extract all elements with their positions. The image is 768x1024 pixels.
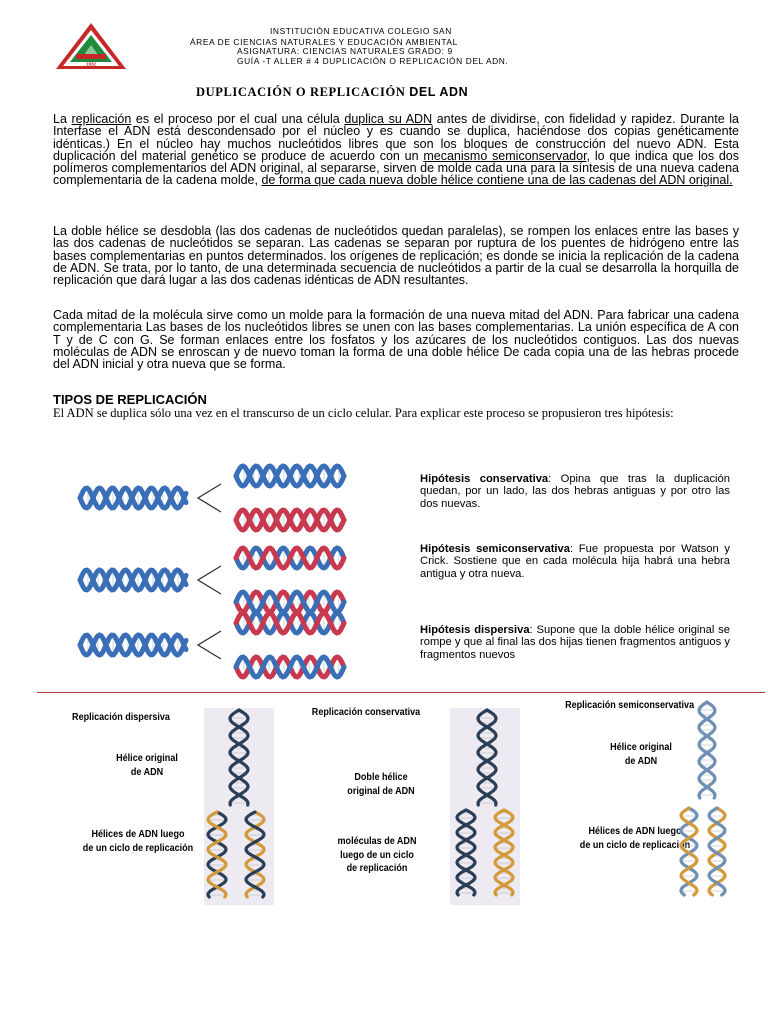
paragraph-3: Cada mitad de la molécula sirve como un molde para la formación de una nueva mitad del ADN. Para fabricar una cadena complementaria Las bases de los nucleótidos libres se unen con las bases complementarias. La unión específica de A con T y de C con G. Se forman enlaces entre los fosfatos y los azúcares de los nucleótidos contiguos. Las dos nuevas moléculas de ADN se enroscan y de nuevo toman la forma de una doble hélice De cada copia una de las hebras procede del ADN inicial y otra nueva que se forma. (53, 308, 739, 372)
split-arrow (198, 566, 221, 594)
daughter-helix (236, 592, 344, 612)
school-logo (54, 21, 128, 71)
p1-underline-duplica: duplica su ADN (344, 112, 433, 126)
logo-year: 1932 (85, 61, 97, 67)
hypothesis-name: Hipótesis dispersiva (420, 624, 530, 636)
hypothesis-dispersive (420, 624, 730, 661)
hypothesis-semiconservative (420, 543, 730, 580)
p1-text-a: La (53, 112, 72, 126)
split-arrow (198, 484, 221, 512)
hypothesis-text: : Fue propuesta por Watson y Crick. Sostiene que en cada molécula hija habrá una hebra antigua y otra nueva. (420, 543, 730, 580)
header-institution: INSTITUCIÓN EDUCATIVA COLEGIO SAN (270, 26, 452, 36)
p1-text-c: es el proceso por el cual una célula (131, 112, 345, 126)
conservative-title: Replicación conservativa (311, 706, 421, 718)
p1-text-g: , lo que indica que los dos polímeros complementarios del ADN original, al separarse, sirven de molde cada una para la síntesis de una nueva cadena complementaria de la cadena molde, (53, 148, 740, 188)
daughter-helix (236, 510, 344, 530)
hypotheses-illustration (76, 455, 356, 680)
daughter-helix (236, 657, 344, 677)
parent-helix (80, 570, 186, 590)
p1-underline-forma: de forma que cada nueva doble hélice contiene una de las cadenas del ADN original. (261, 173, 733, 188)
dispersive-title: Replicación dispersiva (72, 711, 170, 723)
hypothesis-text: : Supone que la doble hélice original se rompe y que al final las dos hijas tienen fragmentos antiguos y fragmentos nuevos (420, 624, 730, 661)
dispersive-daughter-helix (208, 812, 226, 897)
dispersive-original-helix (230, 710, 248, 805)
hypothesis-name: Hipótesis semiconservativa (420, 543, 570, 555)
parent-helix (80, 635, 186, 655)
conservative-after-label: moléculas de ADN luego de un ciclo de replicación (337, 835, 417, 874)
semiconservative-daughter-helix (681, 808, 697, 895)
paragraph-1 (53, 113, 739, 187)
p1-link-replicacion: replicación (71, 112, 132, 126)
daughter-helix (236, 548, 344, 568)
semiconservative-original-label: Hélice original de ADN (610, 741, 672, 767)
conservative-original-helix (478, 710, 496, 805)
header-area: ÁREA DE CIENCIAS NATURALES Y EDUCACIÓN AMBIENTAL (190, 37, 458, 47)
daughter-helix (236, 613, 344, 633)
title-part2: DEL ADN (409, 85, 469, 99)
replication-diagrams (0, 690, 768, 920)
paragraph-2: La doble hélice se desdobla (las dos cadenas de nucleótidos quedan paralelas), se rompen los enlaces entre las bases y las dos cadenas de nucleótidos se separan. Las cadenas se separan por ruptura de los puentes de hidrógeno entre las bases complementarias en puntos determinados. los orígenes de replicación; es donde se inicia la replicación de la cadena de ADN. Se trata, por lo tanto, de una determinada secuencia de nucleótidos a partir de la cual se desarrolla la horquilla de replicación que dará lugar a las dos cadenas idénticas de ADN resultantes. (53, 224, 739, 288)
hypothesis-name: Hipótesis conservativa (420, 473, 549, 485)
conservative-daughter-helix (457, 810, 475, 895)
parent-helix (80, 488, 186, 508)
page-title (196, 85, 468, 100)
daughter-helix (236, 466, 344, 486)
p1-text-e: antes de dividirse, con fidelidad y rapidez. Durante la Interfase el ADN está descondensado por el núcleo y es cuando se duplica, haciéndose dos copias genéticamente idénticas.) En el núcleo hay muchos nucleótidos libres que son los bloques de construcción del nuevo ADN. Esta duplicación del material genético se produce de acuerdo con un (53, 112, 739, 163)
hypothesis-conservative (420, 473, 730, 510)
p1-underline-mecanismo: mecanismo semiconservador (423, 148, 587, 163)
conservative-daughter-helix (495, 810, 513, 895)
header-subject: ASIGNATURA: CIENCIAS NATURALES GRADO: 9 (237, 46, 453, 56)
split-arrow (198, 631, 221, 659)
section-intro: El ADN se duplica sólo una vez en el transcurso de un ciclo celular. Para explicar este proceso se propusieron tres hipótesis: (53, 406, 674, 420)
title-part1: DUPLICACIÓN O REPLICACIÓN (196, 85, 410, 99)
semiconservative-after-label: Hélices de ADN luego de un ciclo de replicación (579, 825, 691, 851)
dispersive-original-label: Hélice original de ADN (116, 752, 178, 778)
semiconservative-daughter-helix (709, 808, 725, 895)
header-guide: GUÍA -T ALLER # 4 DUPLICACIÓN O REPLICACIÓN DEL ADN. (237, 56, 509, 66)
section-title: TIPOS DE REPLICACIÓN (53, 392, 207, 407)
dispersive-daughter-helix (246, 812, 264, 897)
semiconservative-title: Replicación semiconservativa (565, 699, 695, 711)
conservative-original-label: Doble hélice original de ADN (347, 771, 415, 797)
semiconservative-original-helix (699, 702, 715, 798)
dispersive-after-label: Hélices de ADN luego de un ciclo de replicación (82, 828, 194, 854)
hypothesis-text: : Opina que tras la duplicación quedan, por un lado, las dos hebras antiguas y por otro las dos nuevas. (420, 473, 730, 510)
